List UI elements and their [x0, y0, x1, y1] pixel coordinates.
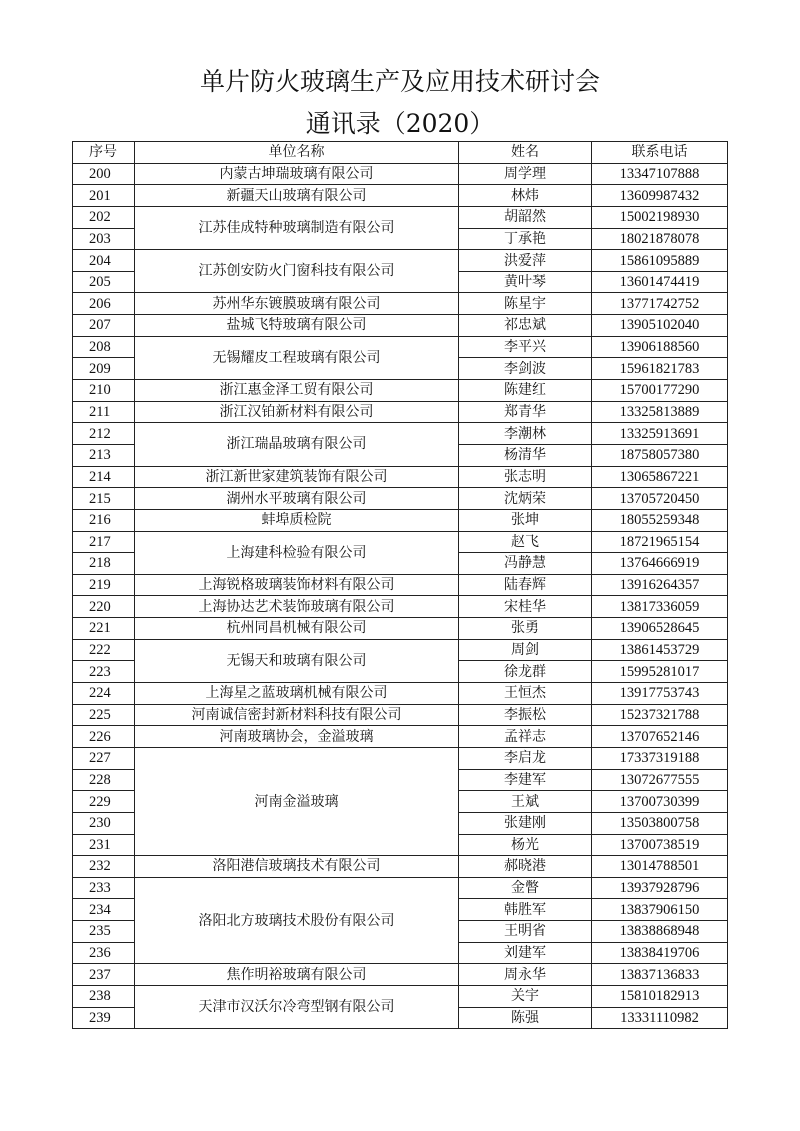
- cell-unit: 江苏佳成特种玻璃制造有限公司: [135, 206, 459, 249]
- cell-no: 223: [73, 661, 135, 683]
- cell-no: 213: [73, 444, 135, 466]
- table-body: [73, 163, 728, 1029]
- cell-no: 238: [73, 985, 135, 1007]
- cell-unit: 洛阳港信玻璃技术有限公司: [135, 856, 459, 878]
- cell-name: 杨清华: [459, 444, 592, 466]
- cell-name: 李潮林: [459, 423, 592, 445]
- cell-name: 冯静慧: [459, 553, 592, 575]
- cell-name: 李剑波: [459, 358, 592, 380]
- cell-no: 224: [73, 683, 135, 705]
- table-row: [73, 747, 728, 769]
- cell-tel: 13072677555: [592, 769, 728, 791]
- cell-tel: 15237321788: [592, 704, 728, 726]
- cell-no: 233: [73, 877, 135, 899]
- cell-no: 237: [73, 964, 135, 986]
- cell-no: 206: [73, 293, 135, 315]
- cell-no: 205: [73, 271, 135, 293]
- cell-name: 韩胜军: [459, 899, 592, 921]
- table-row: [73, 466, 728, 488]
- cell-tel: 13065867221: [592, 466, 728, 488]
- cell-no: 222: [73, 639, 135, 661]
- cell-no: 220: [73, 596, 135, 618]
- cell-name: 王斌: [459, 791, 592, 813]
- cell-tel: 13347107888: [592, 163, 728, 185]
- cell-name: 赵飞: [459, 531, 592, 553]
- cell-name: 陈建红: [459, 380, 592, 402]
- cell-name: 徐龙群: [459, 661, 592, 683]
- cell-unit: 上海协达艺术装饰玻璃有限公司: [135, 596, 459, 618]
- cell-name: 陆春辉: [459, 574, 592, 596]
- cell-name: 王明省: [459, 921, 592, 943]
- cell-name: 杨光: [459, 834, 592, 856]
- cell-unit: 河南金溢玻璃: [135, 747, 459, 855]
- cell-tel: 15995281017: [592, 661, 728, 683]
- cell-no: 234: [73, 899, 135, 921]
- cell-no: 208: [73, 336, 135, 358]
- cell-unit: 江苏创安防火门窗科技有限公司: [135, 250, 459, 293]
- cell-tel: 13916264357: [592, 574, 728, 596]
- cell-name: 张志明: [459, 466, 592, 488]
- cell-no: 226: [73, 726, 135, 748]
- cell-no: 216: [73, 509, 135, 531]
- cell-tel: 13707652146: [592, 726, 728, 748]
- table-row: [73, 596, 728, 618]
- cell-unit: 上海星之蓝玻璃机械有限公司: [135, 683, 459, 705]
- cell-tel: 13700730399: [592, 791, 728, 813]
- cell-tel: 13817336059: [592, 596, 728, 618]
- cell-tel: 13325913691: [592, 423, 728, 445]
- cell-tel: 18021878078: [592, 228, 728, 250]
- cell-name: 周剑: [459, 639, 592, 661]
- table-row: [73, 618, 728, 640]
- cell-tel: 13705720450: [592, 488, 728, 510]
- cell-tel: 13325813889: [592, 401, 728, 423]
- cell-no: 239: [73, 1007, 135, 1029]
- cell-no: 203: [73, 228, 135, 250]
- cell-no: 218: [73, 553, 135, 575]
- header-name: 姓名: [459, 142, 592, 164]
- cell-no: 227: [73, 747, 135, 769]
- table-row: [73, 488, 728, 510]
- cell-tel: 17337319188: [592, 747, 728, 769]
- cell-tel: 18721965154: [592, 531, 728, 553]
- cell-unit: 杭州同昌机械有限公司: [135, 618, 459, 640]
- cell-no: 207: [73, 315, 135, 337]
- cell-name: 李振松: [459, 704, 592, 726]
- cell-name: 关宇: [459, 985, 592, 1007]
- cell-name: 王恒杰: [459, 683, 592, 705]
- cell-no: 225: [73, 704, 135, 726]
- cell-tel: 15961821783: [592, 358, 728, 380]
- cell-no: 200: [73, 163, 135, 185]
- table-row: [73, 380, 728, 402]
- cell-unit: 上海锐格玻璃装饰材料有限公司: [135, 574, 459, 596]
- table-row: [73, 726, 728, 748]
- header-unit: 单位名称: [135, 142, 459, 164]
- cell-unit: 新疆天山玻璃有限公司: [135, 185, 459, 207]
- cell-tel: 15861095889: [592, 250, 728, 272]
- table-row: [73, 315, 728, 337]
- cell-unit: 上海建科检验有限公司: [135, 531, 459, 574]
- cell-tel: 13331110982: [592, 1007, 728, 1029]
- cell-name: 洪爱萍: [459, 250, 592, 272]
- table-row: [73, 185, 728, 207]
- table-row: [73, 336, 728, 358]
- cell-no: 229: [73, 791, 135, 813]
- cell-name: 李启龙: [459, 747, 592, 769]
- cell-tel: 18758057380: [592, 444, 728, 466]
- cell-name: 林炜: [459, 185, 592, 207]
- cell-no: 204: [73, 250, 135, 272]
- cell-unit: 洛阳北方玻璃技术股份有限公司: [135, 877, 459, 964]
- table-header-row: [73, 142, 728, 164]
- cell-unit: 浙江惠金泽工贸有限公司: [135, 380, 459, 402]
- cell-tel: 13601474419: [592, 271, 728, 293]
- cell-no: 221: [73, 618, 135, 640]
- cell-tel: 13861453729: [592, 639, 728, 661]
- table-row: [73, 704, 728, 726]
- cell-unit: 蚌埠质检院: [135, 509, 459, 531]
- cell-no: 232: [73, 856, 135, 878]
- cell-unit: 盐城飞特玻璃有限公司: [135, 315, 459, 337]
- table-row: [73, 401, 728, 423]
- cell-name: 金瞥: [459, 877, 592, 899]
- table-row: [73, 206, 728, 228]
- header-no: 序号: [73, 142, 135, 164]
- cell-no: 236: [73, 942, 135, 964]
- cell-name: 胡韶然: [459, 206, 592, 228]
- cell-tel: 13503800758: [592, 812, 728, 834]
- cell-name: 郑青华: [459, 401, 592, 423]
- cell-no: 217: [73, 531, 135, 553]
- cell-no: 235: [73, 921, 135, 943]
- cell-name: 沈炳荣: [459, 488, 592, 510]
- cell-unit: 河南诚信密封新材料科技有限公司: [135, 704, 459, 726]
- table-row: [73, 985, 728, 1007]
- cell-no: 228: [73, 769, 135, 791]
- cell-tel: 13764666919: [592, 553, 728, 575]
- cell-name: 周永华: [459, 964, 592, 986]
- cell-tel: 13906188560: [592, 336, 728, 358]
- cell-no: 210: [73, 380, 135, 402]
- cell-no: 209: [73, 358, 135, 380]
- cell-unit: 无锡耀皮工程玻璃有限公司: [135, 336, 459, 379]
- cell-tel: 13771742752: [592, 293, 728, 315]
- cell-name: 周学理: [459, 163, 592, 185]
- table-row: [73, 293, 728, 315]
- cell-name: 宋桂华: [459, 596, 592, 618]
- cell-name: 张建刚: [459, 812, 592, 834]
- cell-name: 祁忠斌: [459, 315, 592, 337]
- cell-unit: 浙江瑞晶玻璃有限公司: [135, 423, 459, 466]
- cell-unit: 浙江汉铂新材料有限公司: [135, 401, 459, 423]
- cell-unit: 苏州华东镀膜玻璃有限公司: [135, 293, 459, 315]
- cell-tel: 13838868948: [592, 921, 728, 943]
- table-row: [73, 163, 728, 185]
- cell-unit: 天津市汉沃尔冷弯型钢有限公司: [135, 985, 459, 1028]
- cell-tel: 13014788501: [592, 856, 728, 878]
- cell-tel: 13906528645: [592, 618, 728, 640]
- table-row: [73, 683, 728, 705]
- cell-name: 黄叶琴: [459, 271, 592, 293]
- cell-unit: 湖州水平玻璃有限公司: [135, 488, 459, 510]
- cell-unit: 焦作明裕玻璃有限公司: [135, 964, 459, 986]
- cell-name: 张勇: [459, 618, 592, 640]
- cell-tel: 13917753743: [592, 683, 728, 705]
- cell-tel: 15700177290: [592, 380, 728, 402]
- cell-tel: 13837136833: [592, 964, 728, 986]
- cell-tel: 15810182913: [592, 985, 728, 1007]
- table-row: [73, 509, 728, 531]
- cell-no: 202: [73, 206, 135, 228]
- table-row: [73, 856, 728, 878]
- cell-no: 212: [73, 423, 135, 445]
- cell-tel: 13609987432: [592, 185, 728, 207]
- table-row: [73, 531, 728, 553]
- cell-tel: 13905102040: [592, 315, 728, 337]
- table-row: [73, 639, 728, 661]
- cell-unit: 浙江新世家建筑装饰有限公司: [135, 466, 459, 488]
- cell-no: 214: [73, 466, 135, 488]
- table-row: [73, 250, 728, 272]
- document-subtitle: 通讯录（2020）: [305, 109, 495, 138]
- contact-table: [72, 141, 728, 1029]
- cell-name: 刘建军: [459, 942, 592, 964]
- cell-tel: 15002198930: [592, 206, 728, 228]
- document-title: 单片防火玻璃生产及应用技术研讨会: [199, 67, 600, 96]
- header-tel: 联系电话: [592, 142, 728, 164]
- cell-name: 孟祥志: [459, 726, 592, 748]
- cell-tel: 13838419706: [592, 942, 728, 964]
- cell-tel: 18055259348: [592, 509, 728, 531]
- cell-no: 211: [73, 401, 135, 423]
- cell-tel: 13937928796: [592, 877, 728, 899]
- table-row: [73, 877, 728, 899]
- table-row: [73, 574, 728, 596]
- cell-tel: 13700738519: [592, 834, 728, 856]
- table-row: [73, 423, 728, 445]
- cell-unit: 河南玻璃协会，金溢玻璃: [135, 726, 459, 748]
- cell-no: 201: [73, 185, 135, 207]
- cell-name: 郝晓港: [459, 856, 592, 878]
- cell-name: 李平兴: [459, 336, 592, 358]
- cell-unit: 无锡天和玻璃有限公司: [135, 639, 459, 682]
- cell-name: 丁承艳: [459, 228, 592, 250]
- cell-no: 219: [73, 574, 135, 596]
- cell-unit: 内蒙古坤瑞玻璃有限公司: [135, 163, 459, 185]
- cell-no: 230: [73, 812, 135, 834]
- cell-no: 231: [73, 834, 135, 856]
- table-row: [73, 964, 728, 986]
- cell-no: 215: [73, 488, 135, 510]
- cell-name: 李建军: [459, 769, 592, 791]
- cell-name: 陈强: [459, 1007, 592, 1029]
- cell-name: 张坤: [459, 509, 592, 531]
- cell-tel: 13837906150: [592, 899, 728, 921]
- cell-name: 陈星宇: [459, 293, 592, 315]
